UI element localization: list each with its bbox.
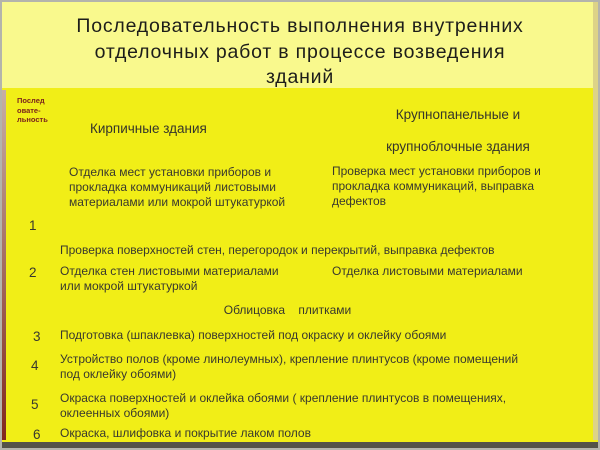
slide-title-line-2: отделочных работ в процессе возведения xyxy=(94,40,506,63)
row-1-panel-cell: Проверка мест установки приборов и прокладка коммуникаций, выправка дефектов xyxy=(332,164,541,208)
brick-buildings-column-header: Кирпичные здания xyxy=(90,121,207,136)
slide-bottom-bar xyxy=(2,442,598,448)
slide-title xyxy=(30,14,570,91)
sequence-column-header xyxy=(17,96,67,125)
row-6-number: 6 xyxy=(33,427,41,442)
sequence-header-line-1: Послед xyxy=(17,96,45,105)
slide-title-line-3: зданий xyxy=(265,66,335,88)
row-1-brick-cell: Отделка мест установки приборов и прокладка коммуникаций листовыми материалами или мокрой штукатуркой xyxy=(69,165,286,209)
panel-buildings-column-header-line-1: Крупнопанельные и xyxy=(395,107,521,122)
row-2-panel-cell: Отделка листовыми материалами xyxy=(332,264,523,278)
row-3-cell: Подготовка (шпаклевка) поверхностей под окраску и оклейку обоями xyxy=(60,328,447,342)
slide-right-edge xyxy=(593,2,598,440)
slide-title-line-1: Последовательность выполнения внутренних xyxy=(76,15,524,37)
panel-buildings-column-header-line-2: крупноблочные здания xyxy=(386,139,530,154)
row-5-number: 5 xyxy=(31,397,39,412)
sequence-header-line-2: овате- xyxy=(17,105,41,115)
row-4-number: 4 xyxy=(31,358,39,373)
sequence-header-line-3: льность xyxy=(17,115,48,124)
row-6-cell: Окраска, шлифовка и покрытие лаком полов xyxy=(60,426,311,440)
row-1-spanning-cell: Проверка поверхностей стен, перегородок и перекрытий, выправка дефектов xyxy=(60,243,495,257)
row-2-number: 2 xyxy=(29,265,37,280)
row-1-number: 1 xyxy=(29,218,37,233)
row-2-tiles-spanning-cell: Облицовка плитками xyxy=(223,303,352,317)
row-3-number: 3 xyxy=(33,329,41,344)
slide-left-edge xyxy=(2,90,6,440)
row-5-cell: Окраска поверхностей и оклейка обоями ( крепление плинтусов в помещениях, оклеенных обоями) xyxy=(60,391,507,420)
row-2-brick-cell: Отделка стен листовыми материалами или мокрой штукатуркой xyxy=(60,264,279,293)
row-4-cell: Устройство полов (кроме линолеумных), крепление плинтусов (кроме помещений под оклейку обоями) xyxy=(60,352,519,381)
